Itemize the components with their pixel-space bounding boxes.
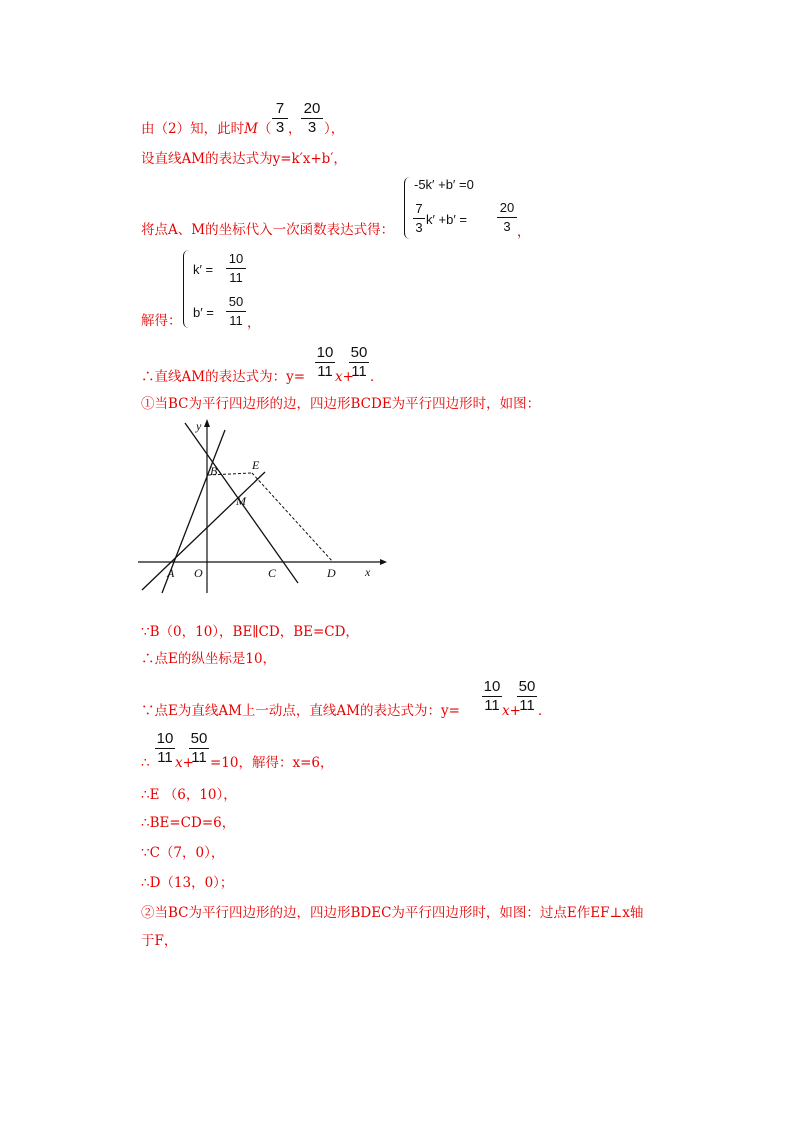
equation-1: -5k′ +b′ =0 xyxy=(414,177,474,192)
b-label: b′ = xyxy=(193,305,214,320)
fraction-line5-b: 50 11 xyxy=(350,344,368,380)
line-10-tail: =10，解得：x=6， xyxy=(210,755,334,771)
label-m: M xyxy=(236,494,246,508)
line-7: ∵B（0，10），BE∥CD，BE=CD， xyxy=(141,624,359,640)
line-10-x: x+ xyxy=(175,755,194,771)
segment-ed xyxy=(252,473,333,562)
line-9-x: x+ xyxy=(502,703,521,719)
line-16: 于F， xyxy=(141,933,178,949)
fraction-line9-b: 50 11 xyxy=(518,678,536,714)
line-12: ∴BE=CD=6， xyxy=(141,815,236,831)
line-4: 解得： xyxy=(141,313,182,329)
fraction-b: 50 11 xyxy=(226,294,246,328)
x-axis-arrow xyxy=(380,559,387,565)
coordinate-figure xyxy=(130,415,390,600)
brace-left-2 xyxy=(183,250,190,328)
line-14: ∴D（13，0）； xyxy=(141,875,234,891)
brace-left xyxy=(404,177,411,239)
comma: ， xyxy=(288,121,302,137)
label-x: x xyxy=(365,565,371,579)
line-5-tail: ． xyxy=(370,369,384,385)
line-6: ①当BC为平行四边形的边，四边形BCDE为平行四边形时，如图： xyxy=(141,396,541,412)
label-e: E xyxy=(252,458,260,472)
fraction-eq2-b: 20 3 xyxy=(497,200,517,234)
fraction-line10-a: 10 11 xyxy=(156,730,174,766)
line-8: ∴点E的纵坐标是10， xyxy=(141,651,277,667)
line-10-prefix: ∴ xyxy=(141,755,150,771)
fraction-line5-a: 10 11 xyxy=(316,344,334,380)
line-3: 将点A、M的坐标代入一次函数表达式得： xyxy=(141,222,395,238)
fraction-eq2-a: 7 3 xyxy=(413,201,425,235)
y-axis-arrow xyxy=(204,419,210,427)
k-label: k′ = xyxy=(193,262,214,277)
line-2: 设直线AM的表达式为y=k′x+b′， xyxy=(141,151,347,167)
close-paren: ）， xyxy=(324,121,345,137)
fraction-line10-b: 50 11 xyxy=(190,730,208,766)
line-5-x: x+ xyxy=(335,369,354,385)
fraction-k: 10 11 xyxy=(226,251,246,285)
label-d: D xyxy=(327,566,336,580)
line-am xyxy=(142,472,265,590)
line-13: ∵C（7，0）， xyxy=(141,845,225,861)
line-4-tail: ， xyxy=(247,315,261,331)
line-5: ∴直线AM的表达式为：y= xyxy=(141,369,306,385)
line-9-tail: ． xyxy=(538,703,552,719)
label-y: y xyxy=(196,419,202,433)
line-15: ②当BC为平行四边形的边，四边形BDEC为平行四边形时，如图：过点E作EF⊥x轴 xyxy=(141,905,644,921)
line-11: ∴E （6，10）， xyxy=(141,787,237,803)
label-o: O xyxy=(194,566,203,580)
fraction-m-x: 7 3 xyxy=(272,101,288,135)
equation-2-mid: k′ +b′ = xyxy=(426,212,468,227)
label-c: C xyxy=(268,566,277,580)
line-9: ∵点E为直线AM上一动点，直线AM的表达式为：y= xyxy=(141,703,460,719)
label-b: B xyxy=(210,464,218,478)
fraction-m-y: 20 3 xyxy=(301,101,323,135)
fraction-line9-a: 10 11 xyxy=(483,678,501,714)
label-a: A xyxy=(167,566,175,580)
equation-2-tail: ， xyxy=(517,224,531,240)
line-1: 由（2）知，此时M（ xyxy=(141,121,272,137)
